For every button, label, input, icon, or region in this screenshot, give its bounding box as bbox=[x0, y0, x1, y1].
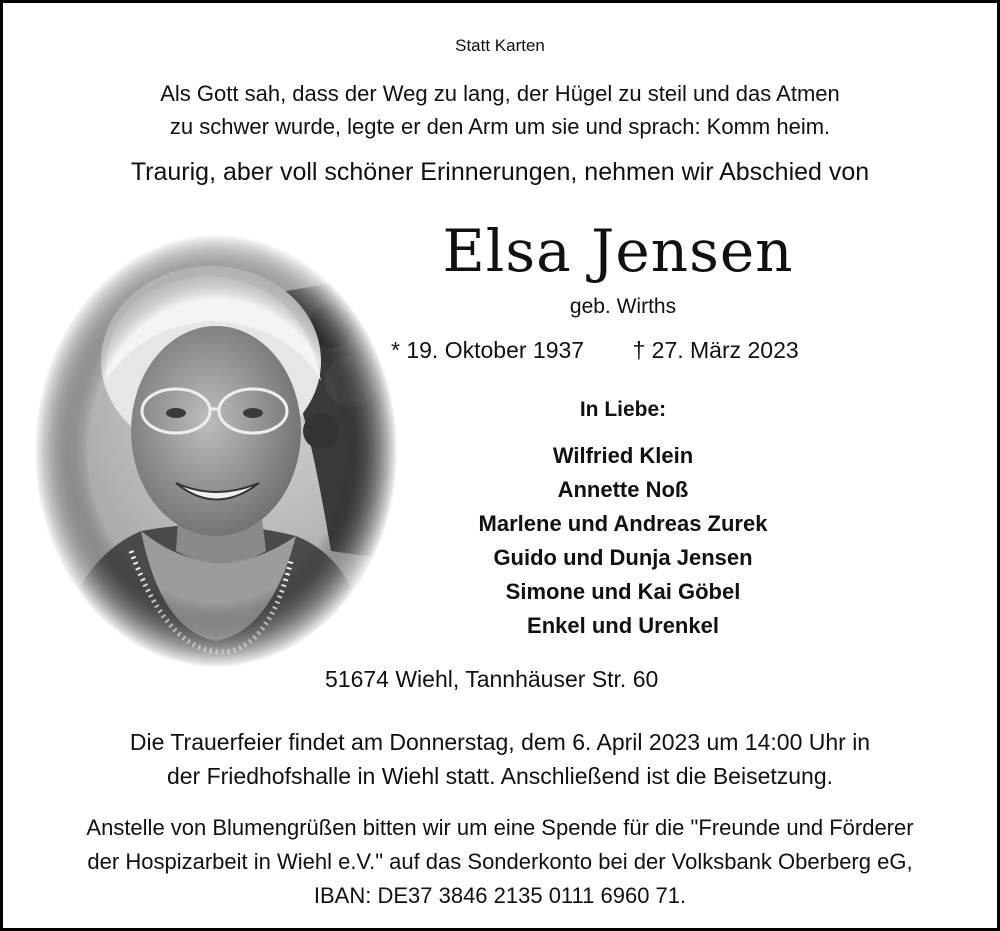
mourners-list bbox=[403, 439, 843, 643]
death-date: † 27. März 2023 bbox=[632, 337, 799, 363]
donation-line-2: der Hospizarbeit in Wiehl e.V." auf das Sonderkonto bei der Volksbank Oberberg eG, bbox=[87, 849, 913, 874]
verse-line-2: zu schwer wurde, legte er den Arm um sie und sprach: Komm heim. bbox=[169, 114, 831, 139]
deceased-name: Elsa Jensen bbox=[442, 217, 794, 285]
portrait-image bbox=[31, 231, 401, 671]
mourner-name: Guido und Dunja Jensen bbox=[493, 545, 753, 570]
statt-karten-label: Statt Karten bbox=[455, 36, 545, 55]
verse-line-1: Als Gott sah, dass der Weg zu lang, der Hügel zu steil und das Atmen bbox=[160, 81, 840, 106]
family-address: 51674 Wiehl, Tannhäuser Str. 60 bbox=[325, 666, 659, 692]
mourners-heading: In Liebe: bbox=[579, 398, 667, 421]
life-dates bbox=[391, 337, 799, 364]
mourner-name: Marlene und Andreas Zurek bbox=[478, 511, 768, 536]
mourner-name: Annette Noß bbox=[557, 477, 689, 502]
ceremony-line-2: der Friedhofshalle in Wiehl statt. Anschließend ist die Beisetzung. bbox=[166, 763, 834, 789]
birth-name: geb. Wirths bbox=[569, 295, 677, 318]
portrait-photo bbox=[31, 231, 401, 671]
ceremony-line-1: Die Trauerfeier findet am Donnerstag, dem 6. April 2023 um 14:00 Uhr in bbox=[129, 729, 871, 755]
mourner-name: Wilfried Klein bbox=[552, 443, 694, 468]
ceremony-info bbox=[3, 725, 997, 793]
donation-line-1: Anstelle von Blumengrüßen bitten wir um eine Spende für die "Freunde und Förderer bbox=[86, 815, 914, 840]
birth-date: * 19. Oktober 1937 bbox=[391, 337, 585, 363]
intro-text: Traurig, aber voll schöner Erinnerungen, nehmen wir Abschied von bbox=[130, 158, 870, 186]
mourner-name: Simone und Kai Göbel bbox=[505, 579, 741, 604]
verse bbox=[3, 77, 997, 143]
mourner-name: Enkel und Urenkel bbox=[527, 613, 719, 638]
donation-info bbox=[3, 811, 997, 913]
donation-iban: IBAN: DE37 3846 2135 0111 6960 71. bbox=[313, 883, 687, 908]
